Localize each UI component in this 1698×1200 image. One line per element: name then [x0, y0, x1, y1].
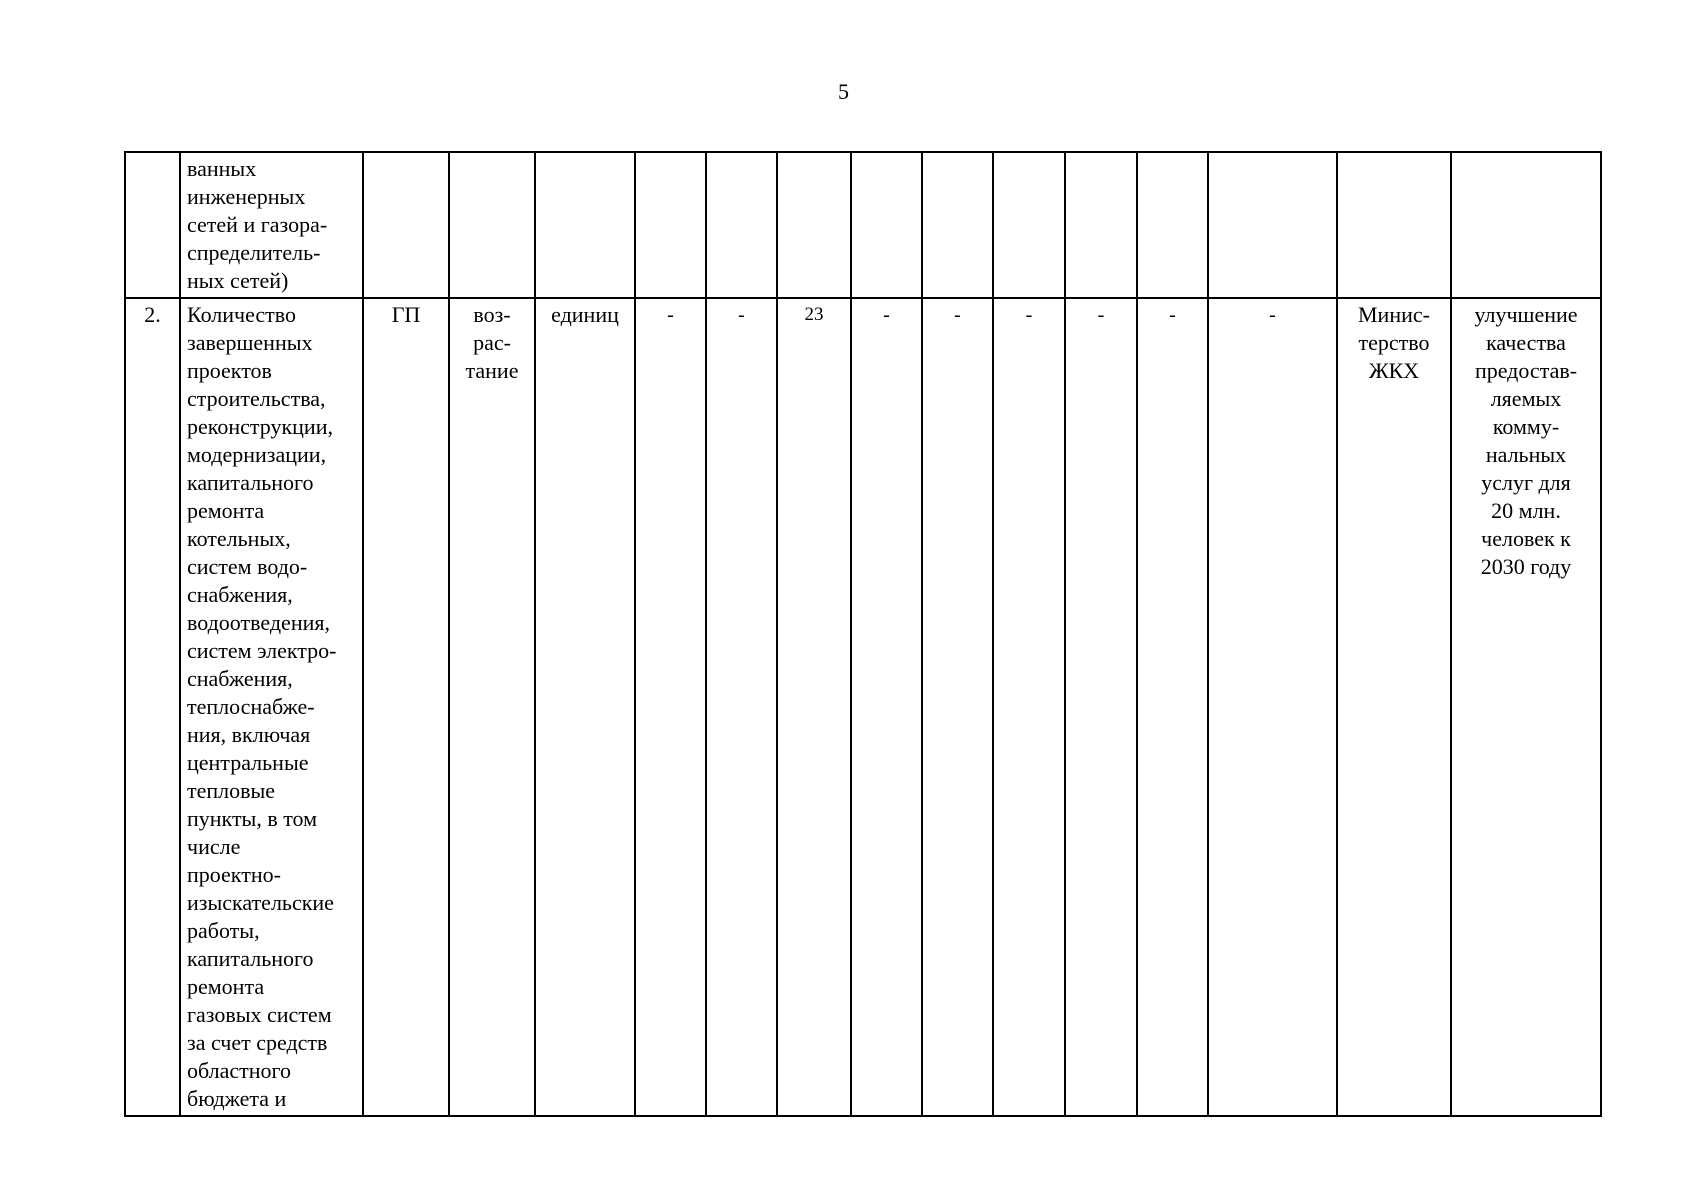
page-number: 5 — [838, 79, 849, 104]
cell-indicator-name — [180, 298, 363, 1116]
name-line: ремонта — [187, 974, 265, 999]
name-line: модернизации, — [187, 442, 327, 467]
cell-value: - — [993, 298, 1065, 1116]
cell-value: - — [635, 298, 706, 1116]
result-line: ляемых — [1490, 386, 1562, 411]
name-line: бюджета и — [187, 1086, 287, 1111]
cell-empty — [1451, 152, 1601, 298]
name-line: работы, — [187, 918, 260, 943]
result-line: нальных — [1485, 442, 1567, 467]
name-line: реконструкции, — [187, 414, 333, 439]
name-line: капитального — [187, 946, 314, 971]
indicator-row — [125, 298, 1601, 1116]
name-line: числе — [187, 834, 241, 859]
cell-responsible — [1337, 298, 1451, 1116]
name-line: центральные — [187, 750, 309, 775]
name-line: ных сетей) — [187, 268, 289, 293]
name-line: снабжения, — [187, 666, 293, 691]
cell-expected-result — [1451, 298, 1601, 1116]
result-line: 2030 году — [1480, 554, 1572, 579]
cell-empty — [922, 152, 993, 298]
cell-empty — [363, 152, 449, 298]
cell-value: - — [1208, 298, 1337, 1116]
result-line: предостав- — [1474, 358, 1578, 383]
name-line: инженерных — [187, 184, 306, 209]
name-line: областного — [187, 1058, 292, 1083]
cell-indicator-name-continuation — [180, 152, 363, 298]
name-line: водоотведения, — [187, 610, 330, 635]
result-line: услуг для — [1481, 470, 1571, 495]
name-line: сетей и газора- — [187, 212, 328, 237]
name-line: газовых систем — [187, 1002, 332, 1027]
name-line: завершенных — [187, 330, 313, 355]
cell-empty — [1208, 152, 1337, 298]
cell-level: ГП — [363, 298, 449, 1116]
name-line: систем электро- — [187, 638, 337, 663]
cell-row-number: 2. — [125, 298, 180, 1116]
responsible-line: терство — [1358, 330, 1430, 355]
trend-line: тание — [465, 358, 519, 383]
cell-empty — [777, 152, 851, 298]
name-line: теплоснабже- — [187, 694, 315, 719]
name-line: изыскательские — [187, 890, 334, 915]
trend-line: рас- — [473, 330, 511, 355]
cell-value: - — [1137, 298, 1208, 1116]
cell-value: 23 — [777, 298, 851, 1116]
name-line: за счет средств — [187, 1030, 328, 1055]
name-line: снабжения, — [187, 582, 293, 607]
cell-value: - — [1065, 298, 1137, 1116]
cell-value: - — [922, 298, 993, 1116]
cell-number-empty — [125, 152, 180, 298]
name-line: пункты, в том — [187, 806, 318, 831]
cell-empty — [993, 152, 1065, 298]
name-line: спределитель- — [187, 240, 321, 265]
cell-empty — [449, 152, 535, 298]
cell-unit: единиц — [535, 298, 635, 1116]
responsible-line: Минис- — [1358, 302, 1430, 327]
cell-empty — [535, 152, 635, 298]
cell-empty — [635, 152, 706, 298]
result-line: 20 млн. — [1491, 498, 1561, 523]
result-line: комму- — [1492, 414, 1560, 439]
name-line: Количество — [187, 302, 297, 327]
cell-empty — [1065, 152, 1137, 298]
result-line: человек к — [1481, 526, 1571, 551]
cell-trend — [449, 298, 535, 1116]
name-line: проектов — [187, 358, 272, 383]
cell-empty — [706, 152, 777, 298]
cell-empty — [851, 152, 922, 298]
result-line: качества — [1486, 330, 1566, 355]
cell-value: - — [851, 298, 922, 1116]
name-line: капитального — [187, 470, 314, 495]
name-line: котельных, — [187, 526, 291, 551]
name-line: тепловые — [187, 778, 276, 803]
cell-empty — [1137, 152, 1208, 298]
result-line: улучшение — [1474, 302, 1578, 327]
cell-value: - — [706, 298, 777, 1116]
name-line: проектно- — [187, 862, 281, 887]
indicator-table — [124, 151, 1602, 1117]
name-line: ванных — [187, 156, 257, 181]
continuation-row — [125, 152, 1601, 298]
name-line: ремонта — [187, 498, 265, 523]
trend-line: воз- — [473, 302, 511, 327]
name-line: систем водо- — [187, 554, 308, 579]
name-line: строительства, — [187, 386, 326, 411]
name-line: ния, включая — [187, 722, 311, 747]
cell-empty — [1337, 152, 1451, 298]
responsible-line: ЖКХ — [1368, 358, 1420, 383]
